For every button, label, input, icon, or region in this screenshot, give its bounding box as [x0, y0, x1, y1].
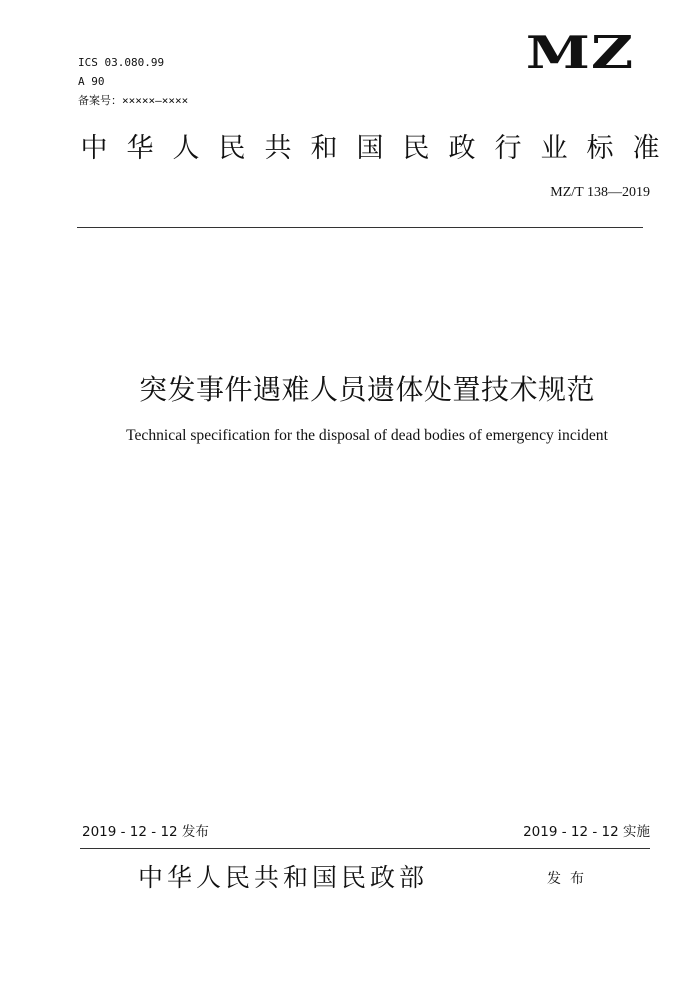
classification-code: A 90 [78, 75, 105, 88]
category-char: 准 [632, 133, 660, 164]
category-char: 民 [402, 133, 430, 164]
category-char: 和 [310, 133, 338, 164]
document-title-chinese: 突发事件遇难人员遗体处置技术规范 [138, 373, 595, 406]
category-char: 人 [172, 133, 200, 164]
category-char: 共 [264, 133, 292, 164]
header-divider [77, 227, 643, 228]
category-char: 国 [356, 133, 384, 164]
category-char: 华 [126, 133, 154, 164]
footer-divider [80, 848, 650, 849]
issue-date: 2019 - 12 - 12 发布 [82, 824, 209, 840]
filing-number: 备案号：×××××—×××× [78, 94, 189, 107]
category-char: 业 [540, 133, 568, 164]
category-char: 标 [586, 133, 614, 164]
category-char: 民 [218, 133, 246, 164]
category-char: 中 [80, 133, 108, 164]
issuing-authority: 中华人民共和国民政部 [138, 863, 429, 892]
standard-number: MZ/T 138—2019 [550, 185, 650, 200]
implementation-date: 2019 - 12 - 12 实施 [523, 824, 650, 840]
category-char: 政 [448, 133, 476, 164]
mz-logo: MZ [525, 26, 635, 80]
issue-label: 发布 [547, 871, 593, 887]
standard-category-title [80, 131, 660, 167]
category-char: 行 [494, 133, 522, 164]
document-title-english: Technical specification for the disposal of dead bodies of emergency incident [126, 427, 608, 444]
ics-code: ICS 03.080.99 [78, 56, 165, 69]
